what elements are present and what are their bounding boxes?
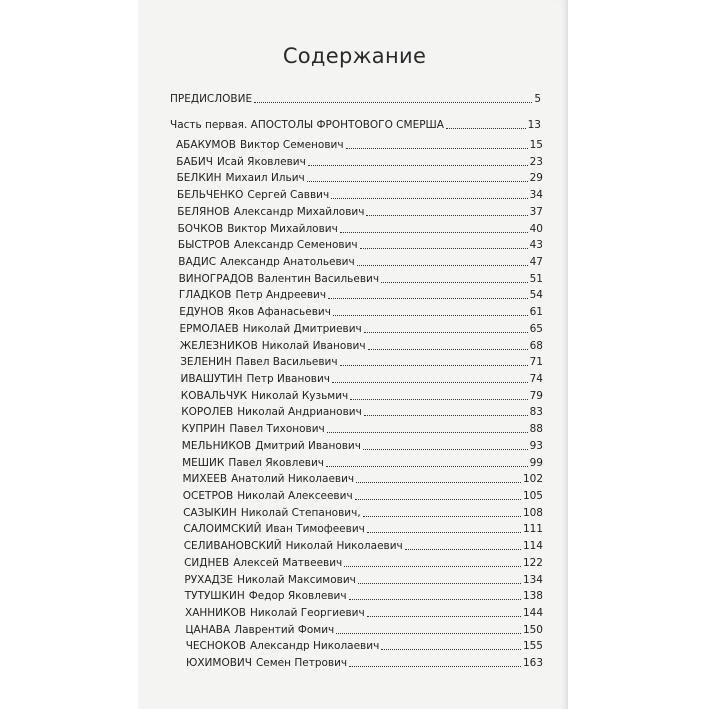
toc-entry-given-name: Александр Анатольевич bbox=[220, 256, 355, 268]
toc-entry bbox=[184, 556, 543, 570]
toc-entry-surname: ЕРМОЛАЕВ bbox=[179, 322, 239, 335]
toc-entry-page: 54 bbox=[529, 289, 543, 302]
toc-entry bbox=[186, 639, 543, 653]
toc-entry-given-name: Алексей Матвеевич bbox=[233, 556, 343, 569]
toc-entry-surname: САЗЫКИН bbox=[183, 506, 237, 519]
dot-leader bbox=[349, 665, 521, 667]
toc-entry bbox=[182, 456, 543, 470]
toc-entry-given-name: Дмитрий Иванович bbox=[255, 439, 361, 452]
toc-entry-page: 99 bbox=[529, 456, 543, 469]
toc-preface-page: 5 bbox=[534, 93, 541, 105]
toc-entry-surname: ЗЕЛЕНИН bbox=[180, 356, 232, 369]
toc-entry-surname: МЕШИК bbox=[182, 456, 225, 469]
toc-entry bbox=[179, 288, 543, 302]
toc-entry-surname: РУХАДЗЕ bbox=[184, 573, 234, 586]
toc-entry-given-name: Семен Петрович bbox=[255, 657, 348, 669]
toc-entry-surname: СИДНЕВ bbox=[184, 556, 230, 569]
toc-entry-given-name: Лаврентий Фомич bbox=[234, 623, 335, 636]
toc-entry bbox=[185, 606, 543, 620]
toc-entry-surname: БЫСТРОВ bbox=[177, 239, 230, 252]
toc-entry-page: 68 bbox=[529, 339, 543, 352]
toc-entry bbox=[180, 339, 543, 353]
dot-leader bbox=[346, 147, 528, 149]
toc-entry bbox=[182, 422, 544, 436]
toc-entry bbox=[183, 506, 543, 520]
toc-entry-given-name: Николай Максимович bbox=[237, 573, 356, 586]
toc-entry-given-name: Павел Яковлевич bbox=[228, 456, 324, 469]
toc-entry-given-name: Александр Семенович bbox=[233, 239, 358, 252]
toc-entry-given-name: Иван Тимофеевич bbox=[265, 523, 365, 536]
toc-entry-surname: ЦАНАВА bbox=[185, 623, 231, 636]
toc-entry-page: 150 bbox=[522, 623, 543, 636]
toc-entry-surname: ГЛАДКОВ bbox=[178, 289, 232, 302]
toc-entry bbox=[181, 372, 544, 386]
dot-leader bbox=[333, 314, 528, 316]
toc-entry-page: 93 bbox=[529, 439, 543, 452]
toc-entry-surname: ЧЕСНОКОВ bbox=[185, 640, 246, 653]
dot-leader bbox=[360, 247, 528, 249]
toc-entry-surname: ТУТУШКИН bbox=[184, 590, 245, 603]
toc-entry-given-name: Анатолий Николаевич bbox=[231, 473, 355, 486]
toc-entry-surname: БЕЛЯНОВ bbox=[177, 205, 230, 218]
toc-entry bbox=[179, 305, 543, 319]
dot-leader bbox=[356, 481, 521, 483]
dot-leader bbox=[358, 582, 521, 584]
toc-entry-given-name: Федор Яковлевич bbox=[248, 590, 347, 603]
toc-entry-given-name: Александр Николаевич bbox=[249, 640, 380, 653]
toc-entry-given-name: Виктор Михайлович bbox=[227, 222, 338, 235]
toc-entry bbox=[186, 656, 543, 670]
toc-entry-page: 29 bbox=[529, 172, 543, 185]
toc-entry bbox=[181, 405, 543, 419]
toc-entry-page: 138 bbox=[522, 590, 543, 603]
toc-entry bbox=[183, 522, 543, 536]
toc-entry-page: 134 bbox=[522, 573, 543, 586]
dot-leader bbox=[326, 465, 528, 467]
dot-leader bbox=[336, 632, 521, 634]
toc-entry-surname: ЖЕЛЕЗНИКОВ bbox=[179, 339, 258, 352]
dot-leader bbox=[355, 498, 521, 500]
dot-leader bbox=[367, 531, 521, 533]
toc-entry-page: 61 bbox=[529, 306, 543, 319]
toc-entry bbox=[177, 188, 543, 202]
toc-entry bbox=[180, 355, 543, 369]
dot-leader bbox=[367, 615, 521, 617]
toc-entry-surname: БОЧКОВ bbox=[177, 222, 224, 235]
toc-entry-given-name: Николай Алексеевич bbox=[237, 489, 353, 502]
toc-entry-surname: ЕДУНОВ bbox=[179, 306, 224, 319]
dot-leader bbox=[381, 648, 521, 650]
toc-entry-page: 114 bbox=[522, 540, 543, 552]
toc-entry-page: 34 bbox=[529, 189, 543, 202]
toc-entry-page: 111 bbox=[522, 523, 543, 536]
toc-entry bbox=[185, 623, 543, 637]
dot-leader bbox=[357, 264, 528, 266]
toc-entry bbox=[181, 389, 543, 403]
page-title: Содержание bbox=[282, 44, 427, 68]
toc-entry bbox=[178, 255, 543, 269]
toc-entry-surname: КОВАЛЬЧУК bbox=[180, 389, 248, 402]
toc-part-page: 13 bbox=[527, 119, 541, 131]
toc-entry-page: 65 bbox=[529, 322, 543, 335]
toc-entry-page: 108 bbox=[522, 506, 543, 519]
toc-part-label: Часть первая. АПОСТОЛЫ ФРОНТОВОГО СМЕРША bbox=[170, 119, 444, 131]
toc-entry-page: 79 bbox=[529, 389, 543, 402]
toc-entry bbox=[177, 205, 543, 219]
dot-leader bbox=[328, 297, 528, 299]
dot-leader bbox=[405, 548, 521, 550]
toc-entry bbox=[177, 171, 543, 185]
toc-entry-given-name: Валентин Васильевич bbox=[257, 272, 380, 285]
dot-leader bbox=[331, 197, 527, 199]
toc-entry-page: 163 bbox=[522, 657, 543, 669]
toc-entry-page: 43 bbox=[529, 239, 543, 252]
toc-entry-given-name: Михаил Ильич bbox=[225, 172, 305, 185]
toc-entry-page: 51 bbox=[529, 272, 543, 285]
toc-entry bbox=[176, 155, 543, 169]
toc-entry-surname: ХАННИКОВ bbox=[185, 606, 246, 619]
toc-part-heading bbox=[170, 118, 541, 132]
toc-entry-surname: КУПРИН bbox=[181, 423, 226, 436]
toc-entry-surname: КОРОЛЕВ bbox=[181, 406, 234, 419]
toc-entry-page: 83 bbox=[529, 406, 543, 419]
toc-entry-surname: АБАКУМОВ bbox=[176, 139, 236, 151]
toc-entry-surname: МИХЕЕВ bbox=[182, 473, 228, 486]
toc-preface bbox=[170, 92, 541, 106]
dot-leader bbox=[340, 231, 528, 233]
toc-entry-given-name: Николай Андрианович bbox=[237, 406, 362, 419]
toc-entry-given-name: Сергей Саввич bbox=[247, 189, 330, 202]
dot-leader bbox=[363, 515, 521, 517]
dot-leader bbox=[254, 101, 532, 103]
dot-leader bbox=[381, 281, 528, 283]
toc-entry bbox=[178, 222, 543, 236]
toc-entry-given-name: Николай Иванович bbox=[261, 339, 366, 352]
toc-entry-given-name: Николай Степанович, bbox=[240, 506, 361, 519]
toc-entry-given-name: Петр Андреевич bbox=[235, 289, 327, 302]
toc-entry-given-name: Николай Николаевич bbox=[285, 540, 403, 552]
dot-leader bbox=[366, 214, 527, 216]
toc-entry-surname: БАБИЧ bbox=[176, 155, 213, 168]
toc-entry-page: 105 bbox=[522, 489, 543, 502]
toc-entry-page: 122 bbox=[522, 556, 543, 569]
toc-entry-page: 47 bbox=[529, 256, 543, 268]
toc-entry-given-name: Николай Кузьмич bbox=[251, 389, 349, 402]
toc-entry-surname: ИВАШУТИН bbox=[180, 372, 243, 385]
toc-entry-given-name: Александр Михайлович bbox=[233, 205, 365, 218]
toc-entry-given-name: Исай Яковлевич bbox=[216, 155, 306, 168]
toc-entry bbox=[184, 573, 543, 587]
toc-entry-surname: ВАДИС bbox=[178, 256, 217, 268]
toc-entry-given-name: Петр Иванович bbox=[246, 372, 330, 385]
toc-entry-page: 15 bbox=[529, 139, 543, 151]
toc-entry-surname: ОСЕТРОВ bbox=[182, 489, 234, 502]
toc-entry-given-name: Павел Тихонович bbox=[229, 423, 325, 436]
toc-entry bbox=[182, 439, 543, 453]
toc-entry-page: 40 bbox=[529, 222, 543, 235]
toc-entry-page: 71 bbox=[529, 356, 543, 369]
dot-leader bbox=[344, 565, 521, 567]
toc-entry-page: 74 bbox=[529, 372, 543, 385]
toc-entry bbox=[183, 472, 544, 486]
toc-entry-given-name: Николай Георгиевич bbox=[249, 606, 365, 619]
dot-leader bbox=[332, 381, 528, 383]
toc-entry bbox=[179, 272, 543, 286]
toc-entry bbox=[178, 238, 543, 252]
dot-leader bbox=[349, 598, 521, 600]
toc-entry bbox=[185, 589, 543, 603]
dot-leader bbox=[368, 348, 528, 350]
toc-entry-given-name: Павел Васильевич bbox=[235, 356, 338, 369]
toc-entry bbox=[180, 322, 544, 336]
dot-leader bbox=[364, 414, 528, 416]
dot-leader bbox=[364, 331, 528, 333]
toc-entry bbox=[183, 489, 543, 503]
toc-entry-surname: ВИНОГРАДОВ bbox=[178, 272, 254, 285]
toc-entry-given-name: Николай Дмитриевич bbox=[242, 322, 362, 335]
toc-entry-surname: САЛОИМСКИЙ bbox=[183, 523, 262, 536]
toc-entry-surname: МЕЛЬНИКОВ bbox=[181, 439, 252, 452]
dot-leader bbox=[308, 164, 528, 166]
dot-leader bbox=[446, 127, 526, 129]
dot-leader bbox=[363, 448, 528, 450]
dot-leader bbox=[350, 398, 527, 400]
toc-preface-label: ПРЕДИСЛОВИЕ bbox=[170, 93, 253, 105]
toc-entry-surname: БЕЛКИН bbox=[176, 172, 222, 185]
toc-entry-surname: БЕЛЬЧЕНКО bbox=[177, 189, 244, 202]
toc-entry-page: 155 bbox=[522, 640, 543, 653]
toc-entry-given-name: Яков Афанасьевич bbox=[227, 306, 331, 319]
toc-entry-given-name: Виктор Семенович bbox=[239, 139, 344, 151]
toc-entry-page: 102 bbox=[522, 473, 543, 486]
toc-entry-page: 88 bbox=[529, 423, 543, 436]
toc-entry-page: 23 bbox=[529, 155, 543, 168]
dot-leader bbox=[327, 431, 528, 433]
toc-entry-page: 144 bbox=[522, 606, 543, 619]
toc-entry-page: 37 bbox=[529, 205, 543, 218]
dot-leader bbox=[340, 364, 528, 366]
toc-entry bbox=[176, 138, 543, 152]
dot-leader bbox=[307, 180, 528, 182]
toc-entry bbox=[184, 539, 543, 553]
toc-entry-surname: СЕЛИВАНОВСКИЙ bbox=[183, 540, 282, 552]
toc-entry-surname: ЮХИМОВИЧ bbox=[186, 657, 252, 669]
